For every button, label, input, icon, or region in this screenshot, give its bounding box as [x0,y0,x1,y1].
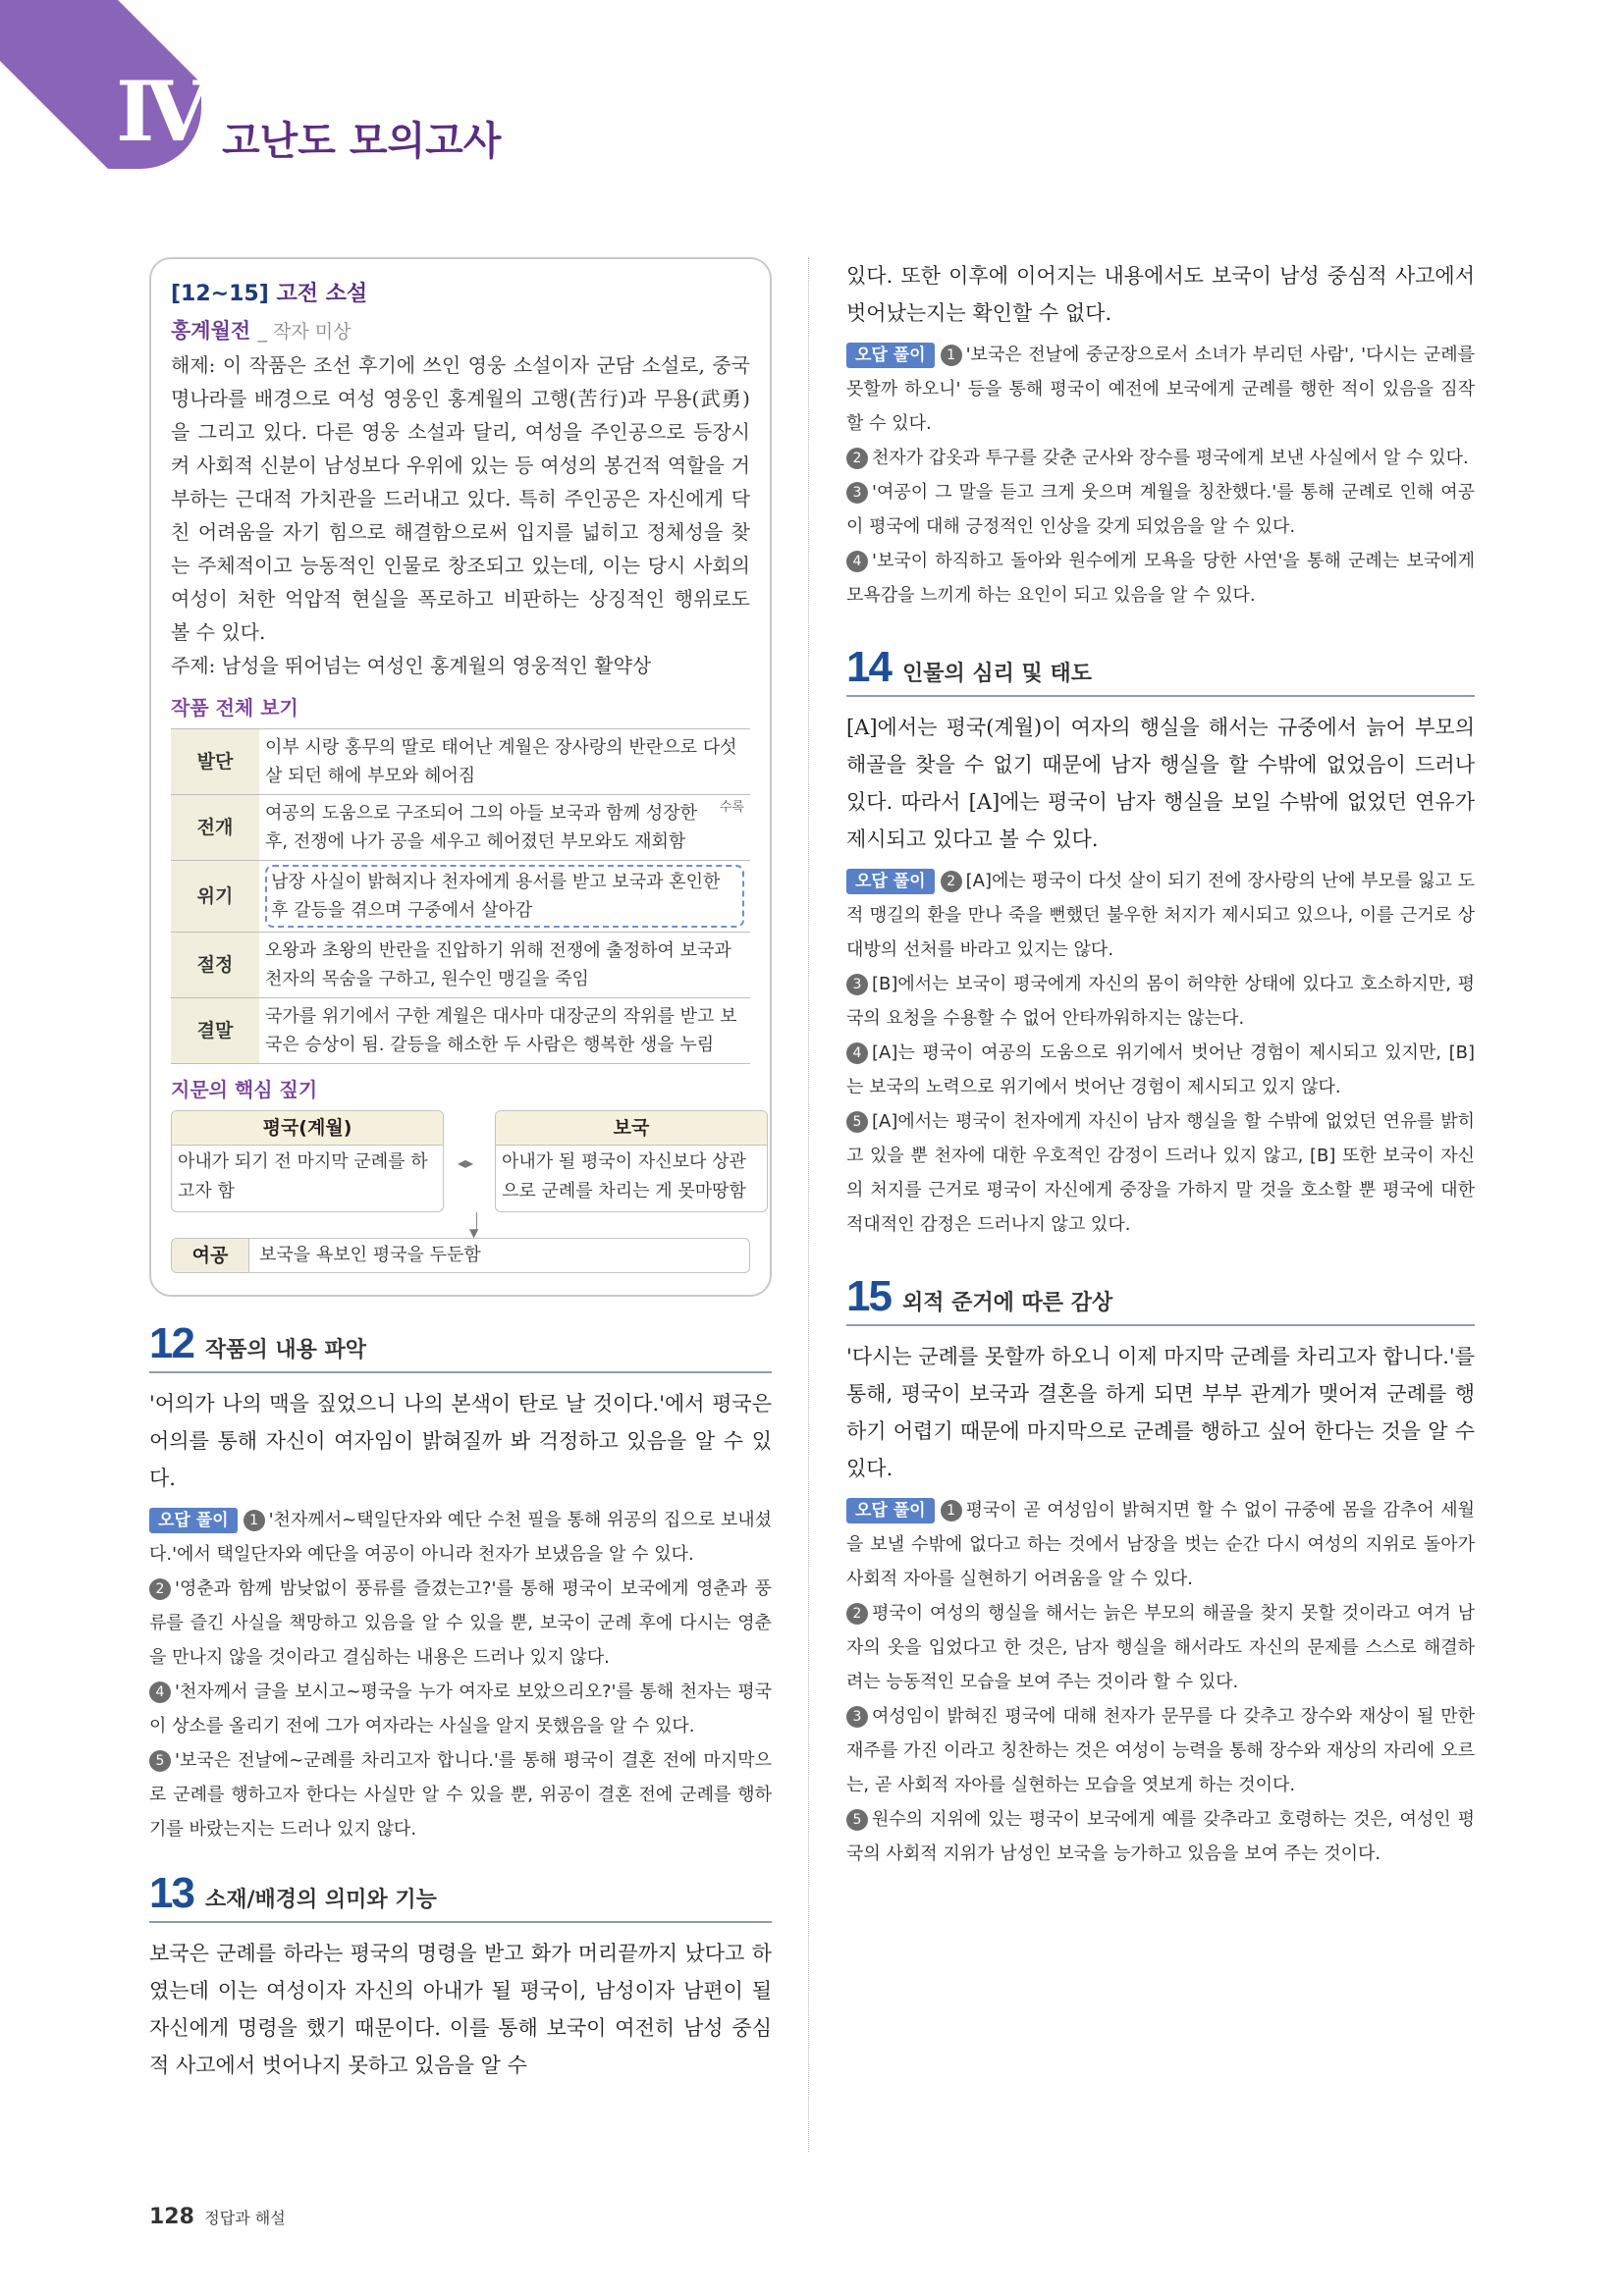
plot-text [259,861,750,933]
question-13 [149,1869,772,2084]
explanation-item: 평국이 여성의 행실을 해서는 늙은 부모의 해골을 찾지 못할 것이라고 여겨 남자의 옷을 입었다고 한 것은, 남자 행실을 해서라도 자신의 문제를 스스로 해결하려는 능동적인 모습을 보여 주는 것이라 할 수 있다. [846,1603,1475,1692]
question-number: 15 [846,1272,891,1320]
wrong-answer-explanation [846,338,1475,613]
circled-number-icon: 1 [941,1500,962,1522]
explanation-item: [A]에서는 평국이 천자에게 자신이 남자 행실을 할 수밖에 없었던 연유를 밝히고 있을 뿐 천자에 대한 우호적인 감정이 드러나 있지 않고, [B] 또한 보국이 자신의 처지를 근거로 평국이 자신에게 중장을 가하지 말 것을 호소할 뿐 평국에 대한 적대적인 감정은 드러나지 않고 있다. [846,1111,1475,1235]
answer-text: '다시는 군례를 못할까 하오니 이제 마지막 군례를 차리고자 합니다.'를 통해, 평국이 보국과 결혼을 하게 되면 부부 관계가 맺어져 군례를 행하기 어렵기 때문에 마지막으로 군례를 행하고 싶어 한다는 것을 알 수 있다. [846,1345,1475,1480]
question-number: 13 [149,1869,193,1917]
circled-number-icon: 5 [846,1809,868,1831]
answer-text: '어의가 나의 맥을 짚었으니 나의 본색이 탄로 날 것이다.'에서 평국은 어의를 통해 자신이 여자임이 밝혀질까 봐 걱정하고 있음을 알 수 있다. [149,1392,772,1490]
plot-text: 이부 시랑 홍무의 딸로 태어난 계월은 장사랑의 반란으로 다섯 살 되던 해에 부모와 헤어짐 [259,729,750,795]
answer-text: [A]에서는 평국(계월)이 여자의 행실을 해서는 규중에서 늙어 부모의 해골을 찾을 수 없기 때문에 남자 행실을 할 수밖에 없었음이 드러나 있다. 따라서 [A]에는 평국이 남자 행실을 보일 수밖에 없었던 연유가 제시되고 있다고 볼 수 있다. [846,716,1475,851]
character-box-pyeongguk [171,1110,444,1212]
section-title: 고난도 모의고사 [222,119,502,164]
plot-row-highlighted [171,861,750,933]
circled-number-icon: 5 [149,1750,171,1772]
explanation-item: [A]는 평국이 여공의 도움으로 위기에서 벗어난 경험이 제시되고 있지만, [B]는 보국의 노력으로 위기에서 벗어난 경험이 제시되고 있지 않다. [846,1042,1475,1097]
explanation-item: 여성임이 밝혀진 평국에 대해 천자가 문무를 다 갖추고 장수와 재상이 될 만한 재주를 가진 이라고 칭찬하는 것은 여성이 능력을 통해 장수와 재상의 자리에 오르는, 곧 사회적 자아를 실현하는 모습을 엿보게 하는 것이다. [846,1706,1475,1795]
column-divider [808,257,809,2152]
page-number: 128 [149,2205,194,2229]
circled-number-icon: 5 [846,1111,868,1133]
question-range: [12~15] [171,282,269,306]
question-14 [846,643,1475,1242]
question-header [846,1272,1475,1326]
core-heading: 지문의 핵심 짚기 [171,1078,318,1101]
character-desc: 아내가 될 평국이 자신보다 상관으로 군례를 차리는 게 못마땅함 [502,1151,746,1201]
wrong-answer-explanation [846,1493,1475,1871]
plot-row [171,933,750,998]
character-box-boguk [495,1110,768,1212]
circled-number-icon: 2 [149,1578,171,1600]
wrong-answer-badge: 오답 풀이 [149,1508,238,1533]
summary-box [149,257,772,1297]
work-theme: 주제: 남성을 뛰어넘는 여성인 홍계월의 영웅적인 활약상 [171,654,652,677]
plot-stage: 발단 [171,729,259,795]
circled-number-icon: 1 [941,345,962,366]
question-12 [149,1319,772,1846]
plot-text: 오왕과 초왕의 반란을 진압하기 위해 전쟁에 출정하여 보국과 천자의 목숨을 구하고, 원수인 맹길을 죽임 [259,933,750,998]
yeogong-key: 여공 [172,1239,249,1272]
question-title: 작품의 내용 파악 [204,1338,367,1362]
plot-text-inner: 남장 사실이 밝혀지나 천자에게 용서를 받고 보국과 혼인한 후 갈등을 겪으며 구중에서 살아감 [265,865,744,928]
circled-number-icon: 1 [244,1510,265,1531]
circled-number-icon: 3 [846,1706,868,1728]
question-number: 12 [149,1319,193,1367]
answer-text-continued: 있다. 또한 이후에 이어지는 내용에서도 보국이 남성 중심적 사고에서 벗어났는지는 확인할 수 없다. [846,264,1475,325]
wrong-answer-explanation [846,864,1475,1242]
plot-stage: 결말 [171,998,259,1064]
circled-number-icon: 4 [149,1682,171,1703]
explanation-item: [A]에는 평국이 다섯 살이 되기 전에 장사랑의 난에 부모를 잃고 도적 맹길의 환을 만나 죽을 뻔했던 불우한 처지가 제시되고 있으나, 이를 근거로 상대방의 선처를 바라고 있지는 않다. [846,871,1475,960]
down-arrow-icon: ▼ [469,1226,479,1240]
explanation-item: '천자께서 글을 보시고~평국을 누가 여자로 보았으리오?'를 통해 천자는 평국이 상소를 올리기 전에 그가 여자라는 사실을 알지 못했음을 알 수 있다. [149,1682,772,1736]
circled-number-icon: 3 [846,974,868,995]
question-title: 소재/배경의 의미와 기능 [204,1888,437,1912]
explanation-item: 원수의 지위에 있는 평국이 보국에게 예를 갖추라고 호령하는 것은, 여성인 평국의 사회적 지위가 남성인 보국을 능가하고 있음을 보여 주는 것이다. [846,1809,1475,1864]
explanation-item: '보국은 전날에 중군장으로서 소녀가 부리던 사람', '다시는 군례를 못할까 하오니' 등을 통해 평국이 예전에 보국에게 군례를 행한 적이 있음을 짐작할 수 있다. [846,345,1475,434]
work-author: _ 작자 미상 [257,321,352,343]
plot-stage: 전개 [171,795,259,861]
work-intro: 해제: 이 작품은 조선 후기에 쓰인 영웅 소설이자 군담 소설로, 중국 명나라를 배경으로 여성 영웅인 홍계월의 고행(苦行)과 무용(武勇)을 그리고 있다. 다른 영웅 소설과 달리, 여성을 주인공으로 등장시켜 사회적 신분이 남성보다 우위에 있는 등 여성의 봉건적 역할을 거부하는 근대적 가치관을 드러내고 있다. 특히 주인공은 자신에게 닥친 어려움을 자기 힘으로 해결함으로써 입지를 넓히고 정체성을 찾는 주체적이고 능동적인 인물로 창조되고 있는데, 이는 당시 사회의 여성이 처한 억압적 현실을 폭로하고 비판하는 상징적인 행위로도 볼 수 있다. [171,353,750,644]
explanation-item: 평국이 곧 여성임이 밝혀지면 할 수 없이 규중에 몸을 감추어 세월을 보낼 수밖에 없다고 하는 것에서 남장을 벗는 순간 다시 여성의 지위로 돌아가 사회적 자아를 실현하기 어려움을 알 수 있다. [846,1500,1475,1589]
circled-number-icon: 3 [846,482,868,504]
plot-text-inner: 여공의 도움으로 구조되어 그의 아들 보국과 함께 성장한 후, 전쟁에 나가 공을 세우고 헤어졌던 부모와도 재회함 [265,803,697,852]
character-relation [171,1110,750,1240]
answer-text: 보국은 군례를 하라는 평국의 명령을 받고 화가 머리끝까지 났다고 하였는데 이는 여성이자 자신의 아내가 될 평국이, 남성이자 남편이 될 자신에게 명령을 했기 때문이다. 이를 통해 보국이 여전히 남성 중심적 사고에서 벗어나지 못하고 있음을 알 수 [149,1942,772,2077]
wrong-answer-badge: 오답 풀이 [846,1498,935,1523]
plot-stage: 절정 [171,933,259,998]
question-header [149,1869,772,1923]
plot-row [171,795,750,861]
plot-row [171,998,750,1064]
plot-text: 국가를 위기에서 구한 계월은 대사마 대장군의 작위를 받고 보국은 승상이 됨. 갈등을 해소한 두 사람은 행복한 생을 누림 [259,998,750,1064]
included-mark: 수록 [719,800,744,815]
character-desc: 아내가 되기 전 마지막 군례를 하고자 함 [178,1151,428,1201]
question-header [149,1319,772,1373]
explanation-item: '보국은 전날에~군례를 차리고자 합니다.'를 통해 평국이 결혼 전에 마지막으로 군례를 행하고자 한다는 사실만 알 수 있을 뿐, 위공이 결혼 전에 군례를 행하기를 바랐는지는 드러나 있지 않다. [149,1750,772,1840]
plot-table [171,728,750,1064]
explanation-item: '영춘과 함께 밤낮없이 풍류를 즐겼는고?'를 통해 평국이 보국에게 영춘과 풍류를 즐긴 사실을 책망하고 있음을 알 수 있을 뿐, 보국이 군례 후에 다시는 영춘을 만나지 않을 것이라고 결심하는 내용은 드러나 있지 않다. [149,1578,772,1668]
section-numeral: Ⅳ [116,63,206,160]
left-column [149,257,772,2084]
explanation-item: '여공이 그 말을 듣고 크게 웃으며 계월을 칭찬했다.'를 통해 군례로 인해 여공이 평국에 대해 긍정적인 인상을 갖게 되었음을 알 수 있다. [846,482,1475,537]
wrong-answer-badge: 오답 풀이 [846,869,935,894]
plot-text [259,795,750,861]
explanation-item: [B]에서는 보국이 평국에게 자신의 몸이 허약한 상태에 있다고 호소하지만, 평국의 요청을 수용할 수 없어 안타까워하지는 않는다. [846,974,1475,1029]
question-number: 14 [846,643,891,691]
explanation-item: '보국이 하직하고 돌아와 원수에게 모욕을 당한 사연'을 통해 군례는 보국에게 모욕감을 느끼게 하는 요인이 되고 있음을 알 수 있다. [846,551,1475,606]
summary-heading [171,277,750,307]
wrong-answer-badge: 오답 풀이 [846,343,935,368]
footer-label: 정답과 해설 [204,2209,286,2227]
circled-number-icon: 2 [941,871,962,892]
circled-number-icon: 2 [846,1603,868,1625]
question-title: 인물의 심리 및 태도 [901,662,1092,686]
yeogong-value: 보국을 욕보인 평국을 두둔함 [259,1245,481,1265]
wrong-answer-explanation [149,1503,772,1846]
plot-stage: 위기 [171,861,259,933]
circled-number-icon: 4 [846,1042,868,1064]
work-title [171,315,750,345]
page-footer [149,2205,286,2229]
question-header [846,643,1475,697]
circled-number-icon: 4 [846,551,868,572]
character-name: 평국(계월) [172,1111,443,1146]
question-title: 외적 준거에 따른 감상 [901,1291,1113,1315]
explanation-item: '천자께서~택일단자와 예단 수천 필을 통해 위공의 집으로 보내셨다.'에서 택일단자와 예단을 여공이 아니라 천자가 보냈음을 알 수 있다. [149,1510,772,1565]
work-title-text: 홍계월전 [171,319,251,343]
yeogong-row [171,1238,750,1273]
genre-label: 고전 소설 [276,282,368,306]
bidirectional-arrow-icon: ◂▸ [458,1153,474,1172]
question-15 [846,1272,1475,1871]
plot-heading: 작품 전체 보기 [171,696,298,720]
character-name: 보국 [496,1111,767,1146]
right-column [846,257,1475,1871]
explanation-item: 천자가 갑옷과 투구를 갖춘 군사와 장수를 평국에게 보낸 사실에서 알 수 있다. [872,448,1469,468]
plot-row [171,729,750,795]
circled-number-icon: 2 [846,448,868,469]
